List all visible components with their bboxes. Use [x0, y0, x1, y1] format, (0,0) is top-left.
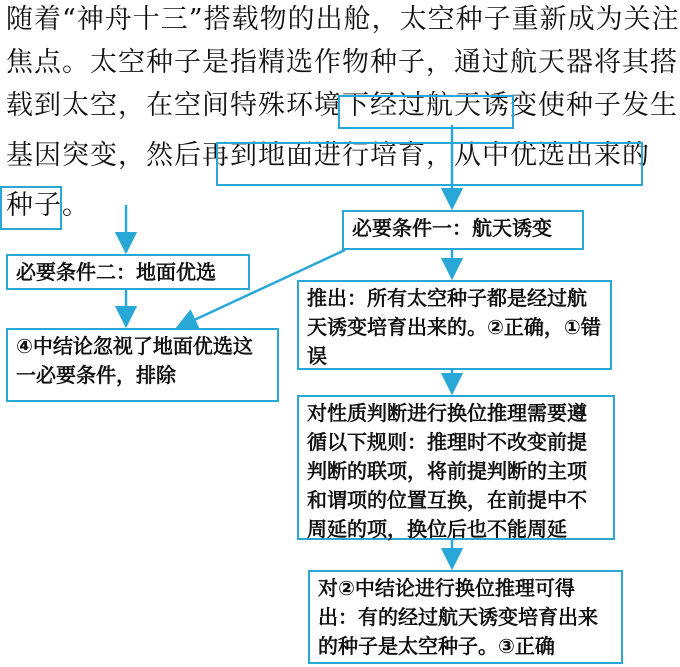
- passage-text: 使种子发生: [538, 90, 678, 121]
- box-conclusion-4: ④中结论忽视了地面优选这一必要条件，排除: [6, 328, 279, 402]
- highlight-space-mutation: 经过航天诱变: [370, 90, 538, 121]
- box-conversion-rule: 对性质判断进行换位推理需要遵循以下规则：推理时不改变前提判断的联项，将前提判断的主项和谓项的位置互换，在前提中不周延的项，换位后也不能周延: [297, 395, 615, 540]
- box-conclusion-3: 对②中结论进行换位推理可得出：有的经过航天诱变培育出来的种子是太空种子。③正确: [308, 570, 623, 664]
- box-inference: 推出：所有太空种子都是经过航天诱变培育出来的。②正确，①错误: [297, 280, 612, 370]
- passage-text: 。: [62, 190, 90, 221]
- box-necessary-condition-1: 必要条件一：航天诱变: [342, 210, 584, 250]
- passage-text: 载到太空，在空间特殊环境下: [6, 90, 370, 121]
- box-necessary-condition-2: 必要条件二：地面优选: [6, 254, 250, 290]
- passage-text: 基因突变，然后再: [6, 140, 230, 171]
- passage-line-2: 焦点。太空种子是指精选作物种子，通过航天器将其搭: [6, 47, 678, 78]
- passage-line-1: 随着“神舟十三”搭载物的出舱，太空种子重新成为关注: [6, 4, 680, 35]
- highlight-seeds: 种子: [6, 190, 62, 221]
- highlight-ground-selection: 到地面进行培育，从中优选出来的: [230, 140, 650, 171]
